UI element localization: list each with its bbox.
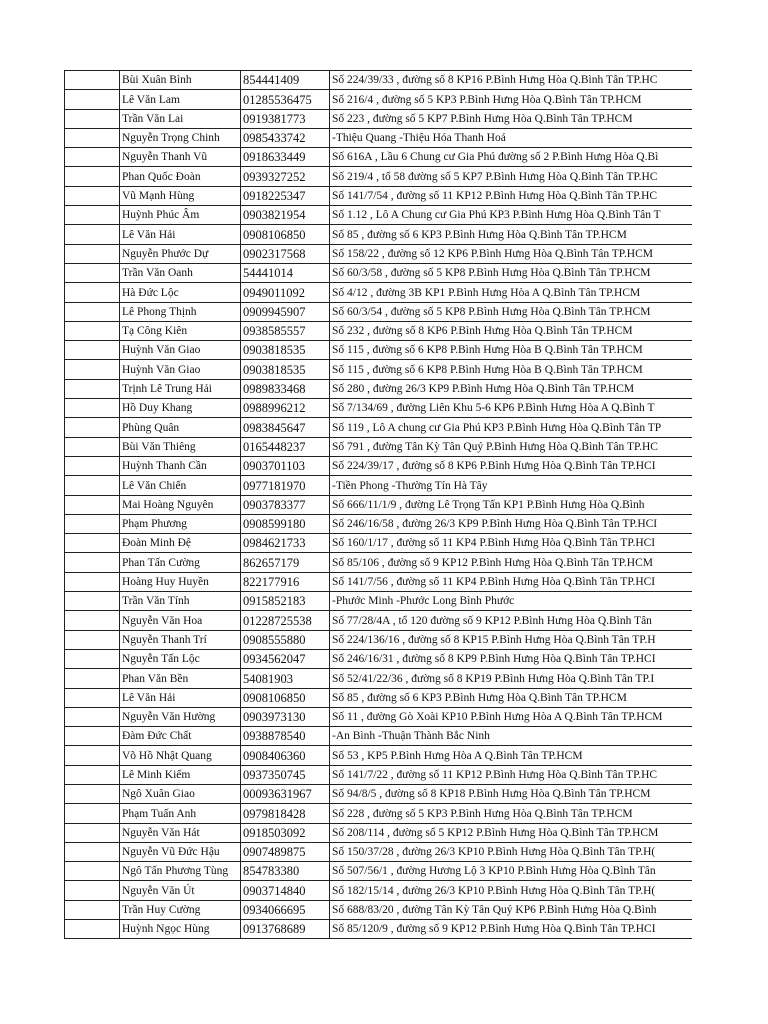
name-cell: Phạm Tuấn Anh: [120, 804, 241, 823]
table-row: [65, 128, 693, 147]
phone-cell: 0907489875: [241, 842, 330, 861]
address-cell: Số 228 , đường số 5 KP3 P.Bình Hưng Hòa Q.Bình Tân TP.HCM: [330, 804, 693, 823]
phone-cell: 00093631967: [241, 784, 330, 803]
phone-cell: 0984621733: [241, 534, 330, 553]
address-cell: Số 141/7/22 , đường số 11 KP12 P.Bình Hưng Hòa Q.Bình Tân TP.HC: [330, 765, 693, 784]
phone-cell: 01228725538: [241, 611, 330, 630]
row-index-cell: [65, 186, 120, 205]
row-index-cell: [65, 456, 120, 475]
phone-cell: 54081903: [241, 669, 330, 688]
name-cell: Nguyễn Văn Hoa: [120, 611, 241, 630]
phone-cell: 0985433742: [241, 128, 330, 147]
phone-cell: 0908106850: [241, 225, 330, 244]
name-cell: Phạm Phương: [120, 514, 241, 533]
table-row: [65, 437, 693, 456]
table-row: [65, 611, 693, 630]
address-cell: Số 52/41/22/36 , đường số 8 KP19 P.Bình Hưng Hòa Q.Bình Tân TP.I: [330, 669, 693, 688]
phone-cell: 0979818428: [241, 804, 330, 823]
row-index-cell: [65, 437, 120, 456]
name-cell: Trần Văn Tính: [120, 592, 241, 611]
name-cell: Phan Quốc Đoàn: [120, 167, 241, 186]
address-cell: Số 666/11/1/9 , đường Lê Trọng Tấn KP1 P.Bình Hưng Hòa Q.Bình: [330, 495, 693, 514]
phone-cell: 0908106850: [241, 688, 330, 707]
table-row: [65, 900, 693, 919]
phone-cell: 0938585557: [241, 321, 330, 340]
table-row: [65, 688, 693, 707]
phone-cell: 0165448237: [241, 437, 330, 456]
table-row: [65, 456, 693, 475]
address-cell: Số 141/7/56 , đường số 11 KP4 P.Bình Hưng Hòa Q.Bình Tân TP.HCI: [330, 572, 693, 591]
name-cell: Phan Văn Bền: [120, 669, 241, 688]
phone-cell: 0919381773: [241, 109, 330, 128]
phone-cell: 0908555880: [241, 630, 330, 649]
name-cell: Phan Tấn Cường: [120, 553, 241, 572]
phone-cell: 54441014: [241, 263, 330, 282]
address-cell: Số 94/8/5 , đường số 8 KP18 P.Bình Hưng Hòa Q.Bình Tân TP.HCM: [330, 784, 693, 803]
table-row: [65, 765, 693, 784]
name-cell: Võ Hồ Nhật Quang: [120, 746, 241, 765]
phone-cell: 0903973130: [241, 707, 330, 726]
row-index-cell: [65, 225, 120, 244]
row-index-cell: [65, 572, 120, 591]
name-cell: Huỳnh Văn Giao: [120, 360, 241, 379]
table-row: [65, 707, 693, 726]
page-edge-mask: [700, 60, 768, 960]
address-cell: Số 224/39/33 , đường số 8 KP16 P.Bình Hưng Hòa Q.Bình Tân TP.HC: [330, 71, 693, 90]
table-row: [65, 495, 693, 514]
address-cell: Số 246/16/31 , đường số 8 KP9 P.Bình Hưng Hòa Q.Bình Tân TP.HCI: [330, 649, 693, 668]
address-cell: Số 4/12 , đường 3B KP1 P.Bình Hưng Hòa A Q.Bình Tân TP.HCM: [330, 283, 693, 302]
name-cell: Trịnh Lê Trung Hải: [120, 379, 241, 398]
address-cell: Số 1.12 , Lô A Chung cư Gia Phú KP3 P.Bình Hưng Hòa Q.Bình Tân T: [330, 206, 693, 225]
address-cell: Số 158/22 , đường số 12 KP6 P.Bình Hưng Hòa Q.Bình Tân TP.HCM: [330, 244, 693, 263]
address-cell: Số 53 , KP5 P.Bình Hưng Hòa A Q.Bình Tân TP.HCM: [330, 746, 693, 765]
name-cell: Nguyễn Trọng Chinh: [120, 128, 241, 147]
address-cell: Số 11 , đường Gò Xoài KP10 P.Bình Hưng Hòa A Q.Bình Tân TP.HCM: [330, 707, 693, 726]
phone-cell: 0937350745: [241, 765, 330, 784]
table-row: [65, 804, 693, 823]
address-cell: Số 616A , Lầu 6 Chung cư Gia Phú đường số 2 P.Bình Hưng Hòa Q.Bì: [330, 148, 693, 167]
table-row: [65, 669, 693, 688]
row-index-cell: [65, 630, 120, 649]
name-cell: Lê Văn Lam: [120, 90, 241, 109]
row-index-cell: [65, 128, 120, 147]
address-cell: Số 280 , đường 26/3 KP9 P.Bình Hưng Hòa Q.Bình Tân TP.HCM: [330, 379, 693, 398]
row-index-cell: [65, 881, 120, 900]
name-cell: Trần Văn Oanh: [120, 263, 241, 282]
row-index-cell: [65, 283, 120, 302]
phone-cell: 0988996212: [241, 399, 330, 418]
phone-cell: 0903714840: [241, 881, 330, 900]
row-index-cell: [65, 360, 120, 379]
table-row: [65, 746, 693, 765]
address-cell: Số 7/134/69 , đường Liên Khu 5-6 KP6 P.Bình Hưng Hòa A Q.Bình T: [330, 399, 693, 418]
row-index-cell: [65, 688, 120, 707]
row-index-cell: [65, 263, 120, 282]
name-cell: Đoàn Minh Đệ: [120, 534, 241, 553]
table-row: [65, 649, 693, 668]
row-index-cell: [65, 804, 120, 823]
name-cell: Hồ Duy Khang: [120, 399, 241, 418]
name-cell: Nguyễn Văn Út: [120, 881, 241, 900]
address-cell: -Thiệu Quang -Thiệu Hóa Thanh Hoá: [330, 128, 693, 147]
address-cell: Số 85/106 , đường số 9 KP12 P.Bình Hưng Hòa Q.Bình Tân TP.HCM: [330, 553, 693, 572]
name-cell: Huỳnh Văn Giao: [120, 341, 241, 360]
name-cell: Lê Văn Chiến: [120, 476, 241, 495]
name-cell: Phùng Quân: [120, 418, 241, 437]
phone-cell: 0908599180: [241, 514, 330, 533]
table-row: [65, 360, 693, 379]
address-cell: Số 791 , đường Tân Kỳ Tân Quý P.Bình Hưng Hòa Q.Bình Tân TP.HC: [330, 437, 693, 456]
phone-cell: 0902317568: [241, 244, 330, 263]
row-index-cell: [65, 244, 120, 263]
address-cell: Số 141/7/54 , đường số 11 KP12 P.Bình Hưng Hòa Q.Bình Tân TP.HC: [330, 186, 693, 205]
name-cell: Đàm Đức Chất: [120, 727, 241, 746]
address-cell: Số 219/4 , tổ 58 đường số 5 KP7 P.Bình Hưng Hòa Q.Bình Tân TP.HC: [330, 167, 693, 186]
name-cell: Bùi Xuân Bình: [120, 71, 241, 90]
row-index-cell: [65, 206, 120, 225]
name-cell: Lê Minh Kiếm: [120, 765, 241, 784]
phone-cell: 0983845647: [241, 418, 330, 437]
table-row: [65, 341, 693, 360]
phone-cell: 0949011092: [241, 283, 330, 302]
address-cell: Số 232 , đường số 8 KP6 P.Bình Hưng Hòa Q.Bình Tân TP.HCM: [330, 321, 693, 340]
table-row: [65, 553, 693, 572]
address-cell: Số 224/39/17 , đường số 8 KP6 P.Bình Hưng Hòa Q.Bình Tân TP.HCI: [330, 456, 693, 475]
address-cell: Số 85 , đường số 6 KP3 P.Bình Hưng Hòa Q.Bình Tân TP.HCM: [330, 225, 693, 244]
table-row: [65, 881, 693, 900]
phone-cell: 0903818535: [241, 360, 330, 379]
table-row: [65, 418, 693, 437]
phone-cell: 0909945907: [241, 302, 330, 321]
name-cell: Nguyễn Vũ Đức Hậu: [120, 842, 241, 861]
phone-cell: 0903818535: [241, 341, 330, 360]
table-row: [65, 302, 693, 321]
row-index-cell: [65, 611, 120, 630]
row-index-cell: [65, 71, 120, 90]
row-index-cell: [65, 321, 120, 340]
address-cell: -An Bình -Thuận Thành Bắc Ninh: [330, 727, 693, 746]
address-cell: Số 115 , đường số 6 KP8 P.Bình Hưng Hòa B Q.Bình Tân TP.HCM: [330, 341, 693, 360]
phone-cell: 0913768689: [241, 920, 330, 939]
phone-cell: 0918503092: [241, 823, 330, 842]
table-row: [65, 399, 693, 418]
name-cell: Huỳnh Thanh Cần: [120, 456, 241, 475]
address-cell: Số 224/136/16 , đường số 8 KP15 P.Bình Hưng Hòa Q.Bình Tân TP.H: [330, 630, 693, 649]
phone-cell: 01285536475: [241, 90, 330, 109]
name-cell: Hà Đức Lộc: [120, 283, 241, 302]
name-cell: Lê Văn Hải: [120, 225, 241, 244]
name-cell: Nguyễn Phước Dự: [120, 244, 241, 263]
row-index-cell: [65, 534, 120, 553]
table-row: [65, 572, 693, 591]
table-row: [65, 727, 693, 746]
name-cell: Ngô Tấn Phương Tùng: [120, 862, 241, 881]
row-index-cell: [65, 109, 120, 128]
table-row: [65, 823, 693, 842]
address-cell: Số 119 , Lô A chung cư Gia Phú KP3 P.Bình Hưng Hòa Q.Bình Tân TP: [330, 418, 693, 437]
row-index-cell: [65, 495, 120, 514]
phone-cell: 0918633449: [241, 148, 330, 167]
name-cell: Trần Văn Lai: [120, 109, 241, 128]
row-index-cell: [65, 842, 120, 861]
table-row: [65, 592, 693, 611]
table-row: [65, 206, 693, 225]
address-cell: Số 60/3/58 , đường số 5 KP8 P.Bình Hưng Hòa Q.Bình Tân TP.HCM: [330, 263, 693, 282]
name-cell: Nguyễn Thanh Vũ: [120, 148, 241, 167]
table-row: [65, 379, 693, 398]
table-row: [65, 148, 693, 167]
row-index-cell: [65, 900, 120, 919]
table-row: [65, 186, 693, 205]
name-cell: Bùi Văn Thiêng: [120, 437, 241, 456]
phone-cell: 854441409: [241, 71, 330, 90]
phone-cell: 0908406360: [241, 746, 330, 765]
phone-cell: 0939327252: [241, 167, 330, 186]
address-cell: Số 223 , đường số 5 KP7 P.Bình Hưng Hòa Q.Bình Tân TP.HCM: [330, 109, 693, 128]
row-index-cell: [65, 669, 120, 688]
table-row: [65, 71, 693, 90]
name-cell: Nguyễn Văn Hường: [120, 707, 241, 726]
table-row: [65, 630, 693, 649]
phone-cell: 822177916: [241, 572, 330, 591]
phone-cell: 0989833468: [241, 379, 330, 398]
name-cell: Vũ Mạnh Hùng: [120, 186, 241, 205]
row-index-cell: [65, 553, 120, 572]
address-cell: Số 246/16/58 , đường 26/3 KP9 P.Bình Hưng Hòa Q.Bình Tân TP.HCI: [330, 514, 693, 533]
table-row: [65, 920, 693, 939]
address-cell: Số 688/83/20 , đường Tân Kỳ Tân Quý KP6 P.Bình Hưng Hòa Q.Bình: [330, 900, 693, 919]
phone-cell: 854783380: [241, 862, 330, 881]
table-row: [65, 283, 693, 302]
table-row: [65, 534, 693, 553]
name-cell: Lê Phong Thịnh: [120, 302, 241, 321]
phone-cell: 0934066695: [241, 900, 330, 919]
row-index-cell: [65, 784, 120, 803]
address-cell: Số 85 , đường số 6 KP3 P.Bình Hưng Hòa Q.Bình Tân TP.HCM: [330, 688, 693, 707]
table-row: [65, 842, 693, 861]
phone-cell: 0915852183: [241, 592, 330, 611]
address-cell: Số 160/1/17 , đường số 11 KP4 P.Bình Hưng Hòa Q.Bình Tân TP.HCI: [330, 534, 693, 553]
phone-cell: 0977181970: [241, 476, 330, 495]
row-index-cell: [65, 167, 120, 186]
phone-cell: 0903783377: [241, 495, 330, 514]
address-cell: Số 77/28/4A , tổ 120 đường số 9 KP12 P.Bình Hưng Hòa Q.Bình Tân: [330, 611, 693, 630]
table-row: [65, 476, 693, 495]
address-cell: Số 85/120/9 , đường số 9 KP12 P.Bình Hưng Hòa Q.Bình Tân TP.HCI: [330, 920, 693, 939]
name-cell: Mai Hoàng Nguyên: [120, 495, 241, 514]
table-row: [65, 109, 693, 128]
table-row: [65, 90, 693, 109]
row-index-cell: [65, 765, 120, 784]
row-index-cell: [65, 920, 120, 939]
table-row: [65, 244, 693, 263]
table-row: [65, 862, 693, 881]
phone-cell: 0938878540: [241, 727, 330, 746]
phone-cell: 0918225347: [241, 186, 330, 205]
address-cell: Số 150/37/28 , đường 26/3 KP10 P.Bình Hưng Hòa Q.Bình Tân TP.H(: [330, 842, 693, 861]
address-cell: Số 115 , đường số 6 KP8 P.Bình Hưng Hòa B Q.Bình Tân TP.HCM: [330, 360, 693, 379]
name-cell: Trần Huy Cường: [120, 900, 241, 919]
name-cell: Nguyễn Thanh Trí: [120, 630, 241, 649]
phone-cell: 0934562047: [241, 649, 330, 668]
address-cell: -Tiền Phong -Thường Tín Hà Tây: [330, 476, 693, 495]
row-index-cell: [65, 707, 120, 726]
name-cell: Nguyễn Văn Hát: [120, 823, 241, 842]
table-row: [65, 514, 693, 533]
row-index-cell: [65, 727, 120, 746]
address-cell: Số 208/114 , đường số 5 KP12 P.Bình Hưng Hòa Q.Bình Tân TP.HCM: [330, 823, 693, 842]
row-index-cell: [65, 399, 120, 418]
phone-cell: 862657179: [241, 553, 330, 572]
name-cell: Lê Văn Hải: [120, 688, 241, 707]
row-index-cell: [65, 302, 120, 321]
address-cell: Số 216/4 , đường số 5 KP3 P.Bình Hưng Hòa Q.Bình Tân TP.HCM: [330, 90, 693, 109]
row-index-cell: [65, 592, 120, 611]
phone-cell: 0903821954: [241, 206, 330, 225]
table-row: [65, 225, 693, 244]
row-index-cell: [65, 862, 120, 881]
table-row: [65, 321, 693, 340]
address-cell: -Phước Minh -Phước Long Bình Phước: [330, 592, 693, 611]
table-row: [65, 263, 693, 282]
row-index-cell: [65, 341, 120, 360]
name-cell: Huỳnh Ngọc Hùng: [120, 920, 241, 939]
name-cell: Hoàng Huy Huyền: [120, 572, 241, 591]
data-table: [64, 70, 692, 939]
row-index-cell: [65, 148, 120, 167]
row-index-cell: [65, 649, 120, 668]
table-body: [65, 71, 693, 939]
row-index-cell: [65, 823, 120, 842]
address-cell: Số 507/56/1 , đường Hương Lộ 3 KP10 P.Bình Hưng Hòa Q.Bình Tân: [330, 862, 693, 881]
table-row: [65, 167, 693, 186]
row-index-cell: [65, 379, 120, 398]
name-cell: Ngô Xuân Giao: [120, 784, 241, 803]
table-row: [65, 784, 693, 803]
row-index-cell: [65, 514, 120, 533]
phone-cell: 0903701103: [241, 456, 330, 475]
row-index-cell: [65, 90, 120, 109]
name-cell: Nguyễn Tấn Lộc: [120, 649, 241, 668]
address-cell: Số 60/3/54 , đường số 5 KP8 P.Bình Hưng Hòa Q.Bình Tân TP.HCM: [330, 302, 693, 321]
name-cell: Huỳnh Phúc Âm: [120, 206, 241, 225]
row-index-cell: [65, 476, 120, 495]
address-cell: Số 182/15/14 , đường 26/3 KP10 P.Bình Hưng Hòa Q.Bình Tân TP.H(: [330, 881, 693, 900]
row-index-cell: [65, 746, 120, 765]
name-cell: Tạ Công Kiên: [120, 321, 241, 340]
row-index-cell: [65, 418, 120, 437]
